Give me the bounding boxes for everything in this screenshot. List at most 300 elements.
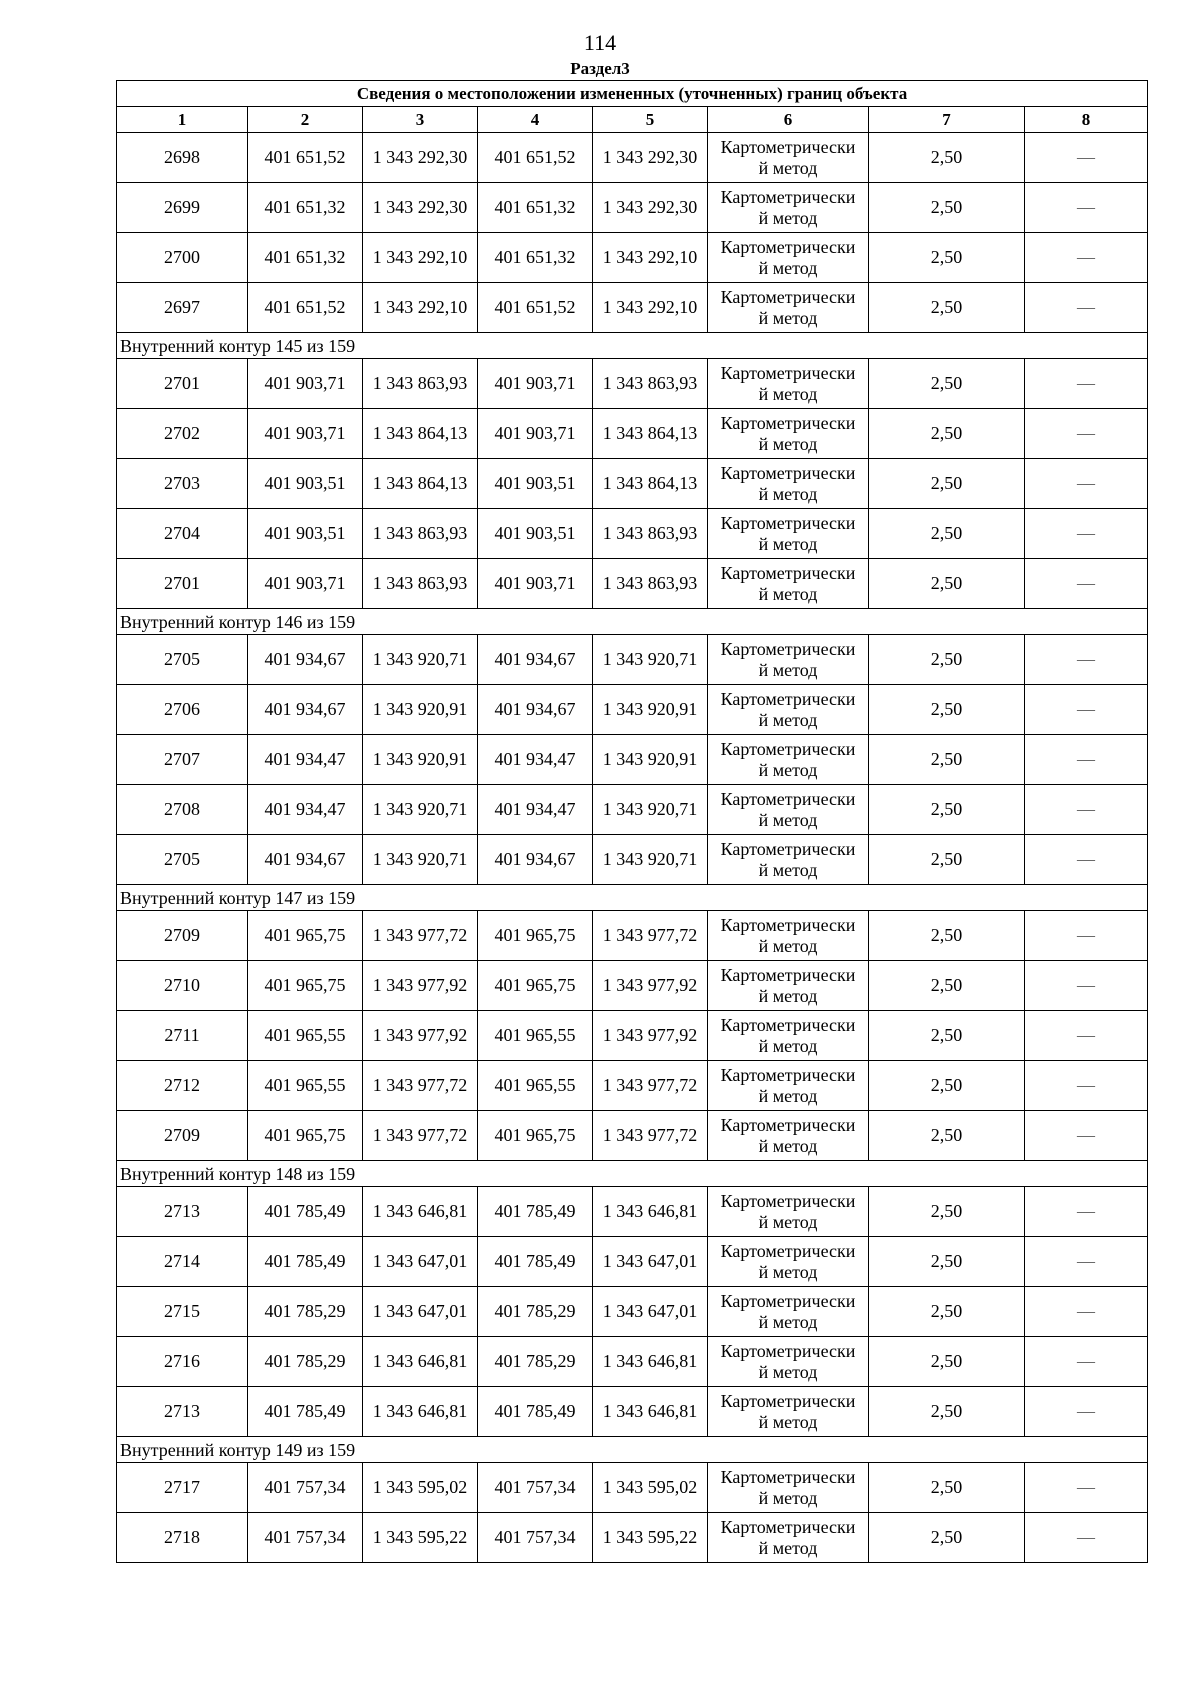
x-old: 401 757,34 [248, 1513, 363, 1563]
accuracy: 2,50 [869, 685, 1025, 735]
method-cell [708, 1513, 869, 1563]
table-row [117, 911, 1148, 961]
method-line-1: Картометрически [720, 738, 856, 759]
x-new: 401 934,47 [478, 785, 593, 835]
method-line-2: й метод [758, 809, 818, 830]
point-number: 2709 [117, 911, 248, 961]
y-new: 1 343 595,02 [593, 1463, 708, 1513]
x-new: 401 965,75 [478, 1111, 593, 1161]
method-line-1: Картометрически [720, 1390, 856, 1411]
accuracy: 2,50 [869, 1237, 1025, 1287]
description-dash: — [1025, 735, 1148, 785]
accuracy: 2,50 [869, 509, 1025, 559]
accuracy: 2,50 [869, 735, 1025, 785]
method-line-1: Картометрически [720, 788, 856, 809]
description-dash: — [1025, 1061, 1148, 1111]
method-cell [708, 1061, 869, 1111]
method-line-2: й метод [758, 1537, 818, 1558]
method-line-1: Картометрически [720, 964, 856, 985]
method-line-1: Картометрически [720, 362, 856, 383]
y-old: 1 343 646,81 [363, 1387, 478, 1437]
method-line-2: й метод [758, 157, 818, 178]
method-line-2: й метод [758, 483, 818, 504]
y-new: 1 343 920,91 [593, 685, 708, 735]
method-line-1: Картометрически [720, 186, 856, 207]
x-old: 401 934,67 [248, 685, 363, 735]
column-header-1: 1 [117, 107, 248, 133]
x-old: 401 651,32 [248, 233, 363, 283]
table-row [117, 133, 1148, 183]
y-old: 1 343 864,13 [363, 459, 478, 509]
x-old: 401 965,75 [248, 911, 363, 961]
x-new: 401 785,49 [478, 1237, 593, 1287]
y-old: 1 343 920,91 [363, 735, 478, 785]
method-line-1: Картометрически [720, 1240, 856, 1261]
point-number: 2711 [117, 1011, 248, 1061]
x-old: 401 785,29 [248, 1337, 363, 1387]
point-number: 2714 [117, 1237, 248, 1287]
x-old: 401 965,55 [248, 1011, 363, 1061]
method-line-2: й метод [758, 307, 818, 328]
x-old: 401 903,71 [248, 409, 363, 459]
method-line-1: Картометрически [720, 1516, 856, 1537]
table-row [117, 1011, 1148, 1061]
y-old: 1 343 977,72 [363, 1111, 478, 1161]
x-old: 401 934,47 [248, 785, 363, 835]
point-number: 2705 [117, 835, 248, 885]
y-new: 1 343 292,30 [593, 183, 708, 233]
table-row [117, 559, 1148, 609]
x-old: 401 903,51 [248, 509, 363, 559]
point-number: 2708 [117, 785, 248, 835]
method-line-1: Картометрически [720, 838, 856, 859]
table-row [117, 785, 1148, 835]
method-line-2: й метод [758, 1411, 818, 1432]
contour-label: Внутренний контур 146 из 159 [117, 609, 1148, 635]
method-line-1: Картометрически [720, 1290, 856, 1311]
y-new: 1 343 292,10 [593, 283, 708, 333]
table-row [117, 359, 1148, 409]
description-dash: — [1025, 835, 1148, 885]
table-body [117, 133, 1148, 1563]
accuracy: 2,50 [869, 835, 1025, 885]
x-old: 401 903,71 [248, 359, 363, 409]
method-line-2: й метод [758, 533, 818, 554]
method-cell [708, 911, 869, 961]
method-line-1: Картометрически [720, 562, 856, 583]
point-number: 2709 [117, 1111, 248, 1161]
description-dash: — [1025, 685, 1148, 735]
point-number: 2700 [117, 233, 248, 283]
method-line-2: й метод [758, 1035, 818, 1056]
x-new: 401 785,49 [478, 1387, 593, 1437]
table-row [117, 835, 1148, 885]
contour-label: Внутренний контур 148 из 159 [117, 1161, 1148, 1187]
accuracy: 2,50 [869, 409, 1025, 459]
method-cell [708, 1463, 869, 1513]
method-line-1: Картометрически [720, 286, 856, 307]
method-cell [708, 559, 869, 609]
point-number: 2716 [117, 1337, 248, 1387]
x-old: 401 785,49 [248, 1387, 363, 1437]
table-row [117, 183, 1148, 233]
x-new: 401 785,29 [478, 1287, 593, 1337]
x-old: 401 651,52 [248, 283, 363, 333]
method-cell [708, 1111, 869, 1161]
point-number: 2713 [117, 1387, 248, 1437]
y-new: 1 343 977,92 [593, 1011, 708, 1061]
y-old: 1 343 646,81 [363, 1187, 478, 1237]
y-old: 1 343 863,93 [363, 509, 478, 559]
contour-row [117, 885, 1148, 911]
method-cell [708, 635, 869, 685]
table-row [117, 1187, 1148, 1237]
table-row [117, 961, 1148, 1011]
y-new: 1 343 292,30 [593, 133, 708, 183]
point-number: 2718 [117, 1513, 248, 1563]
method-line-2: й метод [758, 709, 818, 730]
y-new: 1 343 977,72 [593, 1061, 708, 1111]
description-dash: — [1025, 359, 1148, 409]
y-new: 1 343 863,93 [593, 359, 708, 409]
y-old: 1 343 920,91 [363, 685, 478, 735]
description-dash: — [1025, 459, 1148, 509]
x-new: 401 903,71 [478, 359, 593, 409]
y-new: 1 343 920,71 [593, 635, 708, 685]
contour-label: Внутренний контур 147 из 159 [117, 885, 1148, 911]
method-line-1: Картометрически [720, 1114, 856, 1135]
method-line-1: Картометрически [720, 462, 856, 483]
y-old: 1 343 977,92 [363, 961, 478, 1011]
y-new: 1 343 646,81 [593, 1187, 708, 1237]
method-line-1: Картометрически [720, 236, 856, 257]
accuracy: 2,50 [869, 1287, 1025, 1337]
method-cell [708, 459, 869, 509]
point-number: 2702 [117, 409, 248, 459]
method-cell [708, 1337, 869, 1387]
contour-label: Внутренний контур 149 из 159 [117, 1437, 1148, 1463]
method-cell [708, 735, 869, 785]
accuracy: 2,50 [869, 1387, 1025, 1437]
table-row [117, 509, 1148, 559]
y-old: 1 343 920,71 [363, 785, 478, 835]
y-old: 1 343 863,93 [363, 559, 478, 609]
point-number: 2697 [117, 283, 248, 333]
description-dash: — [1025, 1111, 1148, 1161]
table-row [117, 1287, 1148, 1337]
method-cell [708, 1011, 869, 1061]
description-dash: — [1025, 1011, 1148, 1061]
contour-row [117, 333, 1148, 359]
y-new: 1 343 920,91 [593, 735, 708, 785]
y-new: 1 343 977,72 [593, 911, 708, 961]
method-line-2: й метод [758, 207, 818, 228]
table-row [117, 459, 1148, 509]
point-number: 2701 [117, 559, 248, 609]
y-old: 1 343 647,01 [363, 1237, 478, 1287]
point-number: 2715 [117, 1287, 248, 1337]
x-new: 401 651,52 [478, 283, 593, 333]
method-line-2: й метод [758, 1211, 818, 1232]
description-dash: — [1025, 1287, 1148, 1337]
column-header-3: 3 [363, 107, 478, 133]
x-new: 401 903,71 [478, 559, 593, 609]
description-dash: — [1025, 509, 1148, 559]
accuracy: 2,50 [869, 1337, 1025, 1387]
point-number: 2712 [117, 1061, 248, 1111]
x-old: 401 903,71 [248, 559, 363, 609]
table-row [117, 1337, 1148, 1387]
x-old: 401 785,49 [248, 1237, 363, 1287]
method-line-2: й метод [758, 759, 818, 780]
description-dash: — [1025, 635, 1148, 685]
y-new: 1 343 595,22 [593, 1513, 708, 1563]
x-old: 401 651,32 [248, 183, 363, 233]
method-cell [708, 509, 869, 559]
y-new: 1 343 977,72 [593, 1111, 708, 1161]
method-line-1: Картометрически [720, 638, 856, 659]
method-line-1: Картометрически [720, 1190, 856, 1211]
accuracy: 2,50 [869, 1011, 1025, 1061]
accuracy: 2,50 [869, 911, 1025, 961]
y-old: 1 343 646,81 [363, 1337, 478, 1387]
description-dash: — [1025, 133, 1148, 183]
table-row [117, 1061, 1148, 1111]
accuracy: 2,50 [869, 961, 1025, 1011]
method-line-2: й метод [758, 1085, 818, 1106]
method-line-2: й метод [758, 433, 818, 454]
x-new: 401 903,71 [478, 409, 593, 459]
description-dash: — [1025, 785, 1148, 835]
column-header-2: 2 [248, 107, 363, 133]
table-row [117, 685, 1148, 735]
table-title: Сведения о местоположении измененных (уточненных) границ объекта [117, 81, 1148, 107]
table-row [117, 1387, 1148, 1437]
x-old: 401 965,75 [248, 1111, 363, 1161]
method-cell [708, 1287, 869, 1337]
section-title: Раздел3 [570, 59, 630, 78]
method-line-1: Картометрически [720, 1466, 856, 1487]
x-old: 401 651,52 [248, 133, 363, 183]
column-header-7: 7 [869, 107, 1025, 133]
y-new: 1 343 863,93 [593, 559, 708, 609]
y-old: 1 343 864,13 [363, 409, 478, 459]
point-number: 2701 [117, 359, 248, 409]
column-header-8: 8 [1025, 107, 1148, 133]
y-old: 1 343 977,92 [363, 1011, 478, 1061]
point-number: 2699 [117, 183, 248, 233]
accuracy: 2,50 [869, 1513, 1025, 1563]
y-new: 1 343 646,81 [593, 1337, 708, 1387]
x-old: 401 785,49 [248, 1187, 363, 1237]
table-row [117, 409, 1148, 459]
method-cell [708, 133, 869, 183]
page-number: 114 [583, 30, 617, 55]
point-number: 2710 [117, 961, 248, 1011]
x-old: 401 934,67 [248, 835, 363, 885]
point-number: 2703 [117, 459, 248, 509]
description-dash: — [1025, 911, 1148, 961]
point-number: 2706 [117, 685, 248, 735]
method-line-2: й метод [758, 1361, 818, 1382]
table-row [117, 1463, 1148, 1513]
x-new: 401 934,67 [478, 685, 593, 735]
method-line-1: Картометрически [720, 1064, 856, 1085]
table-row [117, 735, 1148, 785]
method-line-2: й метод [758, 985, 818, 1006]
method-cell [708, 409, 869, 459]
table-row [117, 283, 1148, 333]
y-old: 1 343 977,72 [363, 1061, 478, 1111]
method-line-1: Картометрически [720, 512, 856, 533]
x-old: 401 757,34 [248, 1463, 363, 1513]
method-line-2: й метод [758, 1311, 818, 1332]
method-line-2: й метод [758, 1135, 818, 1156]
y-old: 1 343 595,22 [363, 1513, 478, 1563]
y-old: 1 343 920,71 [363, 635, 478, 685]
x-old: 401 934,47 [248, 735, 363, 785]
accuracy: 2,50 [869, 459, 1025, 509]
accuracy: 2,50 [869, 183, 1025, 233]
column-header-5: 5 [593, 107, 708, 133]
description-dash: — [1025, 1337, 1148, 1387]
x-new: 401 903,51 [478, 509, 593, 559]
x-new: 401 651,32 [478, 183, 593, 233]
table-row [117, 1513, 1148, 1563]
point-number: 2717 [117, 1463, 248, 1513]
y-new: 1 343 647,01 [593, 1237, 708, 1287]
description-dash: — [1025, 1237, 1148, 1287]
method-line-1: Картометрически [720, 136, 856, 157]
y-old: 1 343 292,10 [363, 233, 478, 283]
contour-row [117, 609, 1148, 635]
x-new: 401 965,75 [478, 961, 593, 1011]
accuracy: 2,50 [869, 359, 1025, 409]
x-new: 401 651,32 [478, 233, 593, 283]
x-old: 401 965,75 [248, 961, 363, 1011]
method-line-1: Картометрически [720, 914, 856, 935]
method-cell [708, 283, 869, 333]
table-row [117, 1237, 1148, 1287]
method-line-2: й метод [758, 935, 818, 956]
method-line-2: й метод [758, 659, 818, 680]
y-old: 1 343 292,10 [363, 283, 478, 333]
method-cell [708, 183, 869, 233]
accuracy: 2,50 [869, 1111, 1025, 1161]
coordinates-table [116, 80, 1148, 1563]
accuracy: 2,50 [869, 133, 1025, 183]
contour-row [117, 1161, 1148, 1187]
method-cell [708, 1237, 869, 1287]
y-new: 1 343 863,93 [593, 509, 708, 559]
x-new: 401 651,52 [478, 133, 593, 183]
y-new: 1 343 647,01 [593, 1287, 708, 1337]
point-number: 2713 [117, 1187, 248, 1237]
method-cell [708, 359, 869, 409]
contour-label: Внутренний контур 145 из 159 [117, 333, 1148, 359]
y-old: 1 343 920,71 [363, 835, 478, 885]
table-row [117, 1111, 1148, 1161]
description-dash: — [1025, 183, 1148, 233]
x-old: 401 965,55 [248, 1061, 363, 1111]
x-old: 401 934,67 [248, 635, 363, 685]
x-old: 401 785,29 [248, 1287, 363, 1337]
method-line-1: Картометрически [720, 412, 856, 433]
description-dash: — [1025, 233, 1148, 283]
description-dash: — [1025, 1463, 1148, 1513]
method-cell [708, 1187, 869, 1237]
method-cell [708, 835, 869, 885]
y-new: 1 343 920,71 [593, 835, 708, 885]
method-cell [708, 785, 869, 835]
accuracy: 2,50 [869, 233, 1025, 283]
method-line-1: Картометрически [720, 688, 856, 709]
y-new: 1 343 920,71 [593, 785, 708, 835]
method-cell [708, 233, 869, 283]
y-new: 1 343 292,10 [593, 233, 708, 283]
y-old: 1 343 292,30 [363, 133, 478, 183]
column-header-6: 6 [708, 107, 869, 133]
method-cell [708, 1387, 869, 1437]
column-header-row [117, 107, 1148, 133]
y-old: 1 343 292,30 [363, 183, 478, 233]
table-row [117, 635, 1148, 685]
point-number: 2704 [117, 509, 248, 559]
description-dash: — [1025, 1387, 1148, 1437]
method-line-2: й метод [758, 383, 818, 404]
x-new: 401 785,49 [478, 1187, 593, 1237]
method-line-1: Картометрически [720, 1014, 856, 1035]
x-new: 401 785,29 [478, 1337, 593, 1387]
y-new: 1 343 977,92 [593, 961, 708, 1011]
accuracy: 2,50 [869, 785, 1025, 835]
y-old: 1 343 863,93 [363, 359, 478, 409]
accuracy: 2,50 [869, 1061, 1025, 1111]
point-number: 2698 [117, 133, 248, 183]
x-new: 401 965,55 [478, 1011, 593, 1061]
method-cell [708, 685, 869, 735]
description-dash: — [1025, 409, 1148, 459]
description-dash: — [1025, 559, 1148, 609]
table-row [117, 233, 1148, 283]
y-new: 1 343 646,81 [593, 1387, 708, 1437]
x-old: 401 903,51 [248, 459, 363, 509]
point-number: 2707 [117, 735, 248, 785]
y-old: 1 343 977,72 [363, 911, 478, 961]
description-dash: — [1025, 1187, 1148, 1237]
accuracy: 2,50 [869, 1187, 1025, 1237]
accuracy: 2,50 [869, 1463, 1025, 1513]
method-line-2: й метод [758, 583, 818, 604]
accuracy: 2,50 [869, 283, 1025, 333]
description-dash: — [1025, 283, 1148, 333]
x-new: 401 934,67 [478, 835, 593, 885]
method-cell [708, 961, 869, 1011]
x-new: 401 965,75 [478, 911, 593, 961]
description-dash: — [1025, 961, 1148, 1011]
y-new: 1 343 864,13 [593, 409, 708, 459]
x-new: 401 903,51 [478, 459, 593, 509]
x-new: 401 757,34 [478, 1463, 593, 1513]
x-new: 401 965,55 [478, 1061, 593, 1111]
y-old: 1 343 595,02 [363, 1463, 478, 1513]
x-new: 401 757,34 [478, 1513, 593, 1563]
contour-row [117, 1437, 1148, 1463]
method-line-2: й метод [758, 1487, 818, 1508]
method-line-2: й метод [758, 1261, 818, 1282]
accuracy: 2,50 [869, 559, 1025, 609]
point-number: 2705 [117, 635, 248, 685]
